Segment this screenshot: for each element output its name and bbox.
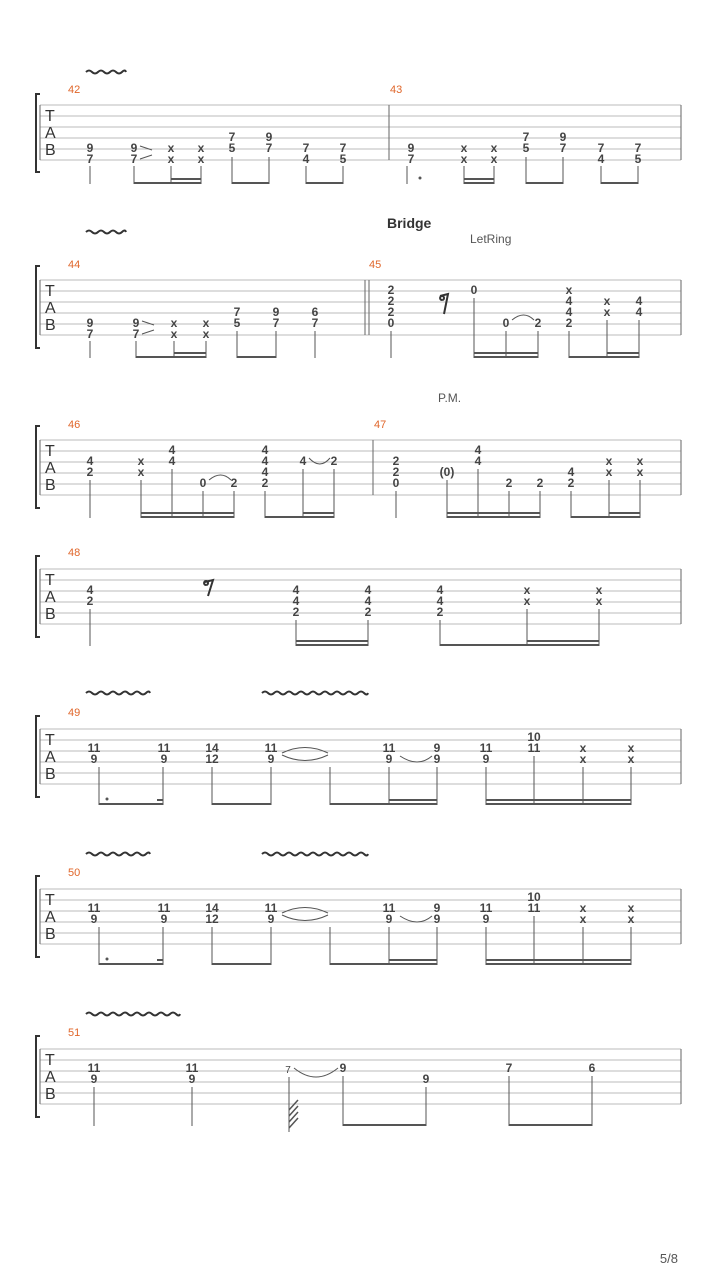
fret-number: 5	[339, 152, 347, 166]
fret-number: 11	[527, 901, 541, 915]
measure-number: 50	[68, 867, 81, 879]
fret-number: x	[490, 152, 498, 166]
fret-number: 2	[387, 283, 395, 297]
section-label: Bridge	[387, 215, 432, 231]
tab-clef-a: A	[45, 1069, 56, 1086]
fret-number: 9	[130, 141, 138, 155]
fret-number: x	[523, 583, 531, 597]
fret-number: 14	[205, 901, 219, 915]
fret-number: 7	[311, 316, 319, 330]
fret-number: (0)	[439, 465, 455, 479]
tab-clef-t: T	[45, 283, 55, 300]
fret-number: 11	[264, 901, 278, 915]
fret-number: x	[202, 327, 210, 341]
fret-number: 9	[267, 752, 275, 766]
fret-number: 9	[272, 305, 280, 319]
fret-number: 11	[157, 741, 171, 755]
tie-arc	[294, 1068, 338, 1077]
fret-number: 2	[387, 305, 395, 319]
measure-50	[88, 890, 635, 965]
page-number: 5/8	[659, 1251, 678, 1266]
measure-49	[88, 730, 635, 805]
fret-number: 4	[299, 454, 307, 468]
fret-number: 9	[90, 1072, 98, 1086]
fret-number: 11	[382, 901, 396, 915]
fret-number: 4	[261, 443, 269, 457]
fret-number: x	[137, 465, 145, 479]
rhythm-stems	[396, 469, 640, 518]
fret-number: 7	[339, 141, 347, 155]
fret-number: 4	[302, 152, 310, 166]
fret-number: x	[603, 294, 611, 308]
fret-number: 11	[479, 901, 493, 915]
fret-number: 5	[233, 316, 241, 330]
fret-number: 9	[482, 912, 490, 926]
fret-number: 2	[505, 476, 513, 490]
tab-clef-a: A	[45, 909, 56, 926]
fret-number: 4	[597, 152, 605, 166]
fret-number: 9	[160, 912, 168, 926]
fret-number: 11	[87, 741, 101, 755]
measure-number: 44	[68, 259, 81, 271]
fret-number: 9	[132, 316, 140, 330]
measure-number: 42	[68, 84, 81, 96]
fret-number: 7	[86, 327, 94, 341]
fret-number: 4	[292, 594, 300, 608]
fret-number: x	[579, 752, 587, 766]
tab-clef-b: B	[45, 926, 56, 943]
fret-number: x	[605, 454, 613, 468]
measure-number: 45	[369, 259, 382, 271]
rhythm-stems	[99, 756, 631, 805]
let-ring-label: LetRing	[470, 232, 512, 246]
fret-number: 11	[264, 741, 278, 755]
fret-number: 9	[160, 752, 168, 766]
fret-number: 9	[559, 130, 567, 144]
fret-number: x	[636, 465, 644, 479]
fret-number: 4	[261, 465, 269, 479]
rhythm-beams	[99, 799, 631, 805]
fret-number: 4	[292, 583, 300, 597]
tie-arc	[209, 475, 231, 480]
fret-number: 7	[130, 152, 138, 166]
fret-number: x	[603, 305, 611, 319]
fret-number: 7	[407, 152, 415, 166]
rhythm-stems	[99, 916, 631, 965]
fret-number: x	[595, 583, 603, 597]
fret-number: 4	[168, 454, 176, 468]
fret-number: 7	[233, 305, 241, 319]
fret-number: 0	[387, 316, 395, 330]
fret-number: 0	[502, 316, 510, 330]
fret-number: 2	[536, 476, 544, 490]
tab-clef-t: T	[45, 892, 55, 909]
tab-clef-t: T	[45, 108, 55, 125]
system-2	[36, 215, 681, 358]
fret-number: 0	[392, 476, 400, 490]
fret-number: 12	[205, 912, 219, 926]
fret-number: 4	[86, 454, 94, 468]
system-3	[36, 391, 681, 518]
system-bracket	[36, 876, 40, 957]
fret-number: 2	[392, 454, 400, 468]
dot	[106, 798, 109, 801]
tab-clef-b: B	[45, 477, 56, 494]
fret-number: 5	[228, 141, 236, 155]
fret-number: 4	[474, 454, 482, 468]
fret-number: 9	[407, 141, 415, 155]
fret-number: 11	[527, 741, 541, 755]
system-5	[36, 692, 681, 806]
rest-symbol	[440, 294, 448, 314]
fret-number: 7	[132, 327, 140, 341]
fret-number: 4	[635, 305, 643, 319]
staff-lines	[40, 569, 681, 624]
rest-symbol	[204, 580, 213, 596]
system-bracket	[36, 94, 40, 172]
vibrato-mark	[86, 692, 150, 695]
tie-arc	[512, 315, 534, 320]
fret-number: 9	[265, 130, 273, 144]
fret-number: 7	[597, 141, 605, 155]
rhythm-beams	[474, 352, 639, 358]
fret-number: 7	[522, 130, 530, 144]
tie-arc	[282, 908, 328, 921]
fret-number: x	[170, 316, 178, 330]
fret-number: 6	[311, 305, 319, 319]
fret-number: x	[636, 454, 644, 468]
measure-number: 47	[374, 419, 387, 431]
fret-number: 9	[422, 1072, 430, 1086]
fret-number: 2	[534, 316, 542, 330]
tab-clef-a: A	[45, 300, 56, 317]
fret-number: 2	[565, 316, 573, 330]
fret-number: 4	[261, 454, 269, 468]
slide-mark	[142, 321, 154, 334]
fret-number: 11	[382, 741, 396, 755]
fret-number: 4	[168, 443, 176, 457]
vibrato-mark	[86, 71, 126, 74]
fret-number: 9	[86, 316, 94, 330]
fret-number: 6	[588, 1061, 596, 1075]
fret-number: 9	[188, 1072, 196, 1086]
fret-number: 9	[482, 752, 490, 766]
system-bracket	[36, 266, 40, 348]
dot	[419, 177, 422, 180]
fret-number: 11	[157, 901, 171, 915]
fret-number: x	[627, 912, 635, 926]
fret-number: x	[565, 283, 573, 297]
fret-number: 9	[433, 901, 441, 915]
fret-number: 9	[90, 752, 98, 766]
fret-number: 9	[339, 1061, 347, 1075]
rhythm-beams	[134, 178, 343, 184]
measure-45	[388, 283, 643, 358]
rhythm-stems	[391, 298, 639, 358]
fret-number: 2	[86, 594, 94, 608]
fret-number: 4	[364, 583, 372, 597]
fret-number: 4	[565, 305, 573, 319]
tab-clef-t: T	[45, 732, 55, 749]
fret-number: 2	[392, 465, 400, 479]
vibrato-mark	[86, 231, 126, 234]
fret-number: 7	[559, 141, 567, 155]
fret-number: 4	[436, 594, 444, 608]
fret-number: 9	[86, 141, 94, 155]
system-bracket	[36, 556, 40, 637]
measure-number: 46	[68, 419, 81, 431]
measure-number: 49	[68, 707, 81, 719]
tab-clef-t: T	[45, 1052, 55, 1069]
system-bracket	[36, 716, 40, 797]
fret-number: 4	[565, 294, 573, 308]
tab-clef-a: A	[45, 460, 56, 477]
fret-number: 5	[522, 141, 530, 155]
rhythm-beams	[464, 178, 638, 184]
fret-number: x	[490, 141, 498, 155]
fret-number: 2	[292, 605, 300, 619]
measure-number: 51	[68, 1027, 81, 1039]
fret-number: x	[197, 152, 205, 166]
fret-number: 2	[364, 605, 372, 619]
tie-arc	[309, 458, 330, 464]
fret-number: 11	[87, 1061, 101, 1075]
tie-arc	[400, 916, 432, 922]
tab-clef-a: A	[45, 749, 56, 766]
tab-clef-b: B	[45, 142, 56, 159]
tab-clef-a: A	[45, 125, 56, 142]
fret-number: x	[167, 141, 175, 155]
fret-number: 9	[90, 912, 98, 926]
system-6	[36, 853, 681, 966]
tab-clef-t: T	[45, 443, 55, 460]
fret-number: x	[170, 327, 178, 341]
fret-number: x	[202, 316, 210, 330]
fret-number: 4	[364, 594, 372, 608]
fret-number: x	[579, 741, 587, 755]
system-7	[36, 1013, 681, 1133]
slide-mark	[140, 146, 152, 159]
system-1	[36, 71, 681, 185]
fret-number: x	[579, 912, 587, 926]
fret-number: x	[167, 152, 175, 166]
fret-number: 2	[261, 476, 269, 490]
vibrato-mark	[86, 1013, 180, 1016]
fret-number: x	[460, 152, 468, 166]
fret-number: x	[137, 454, 145, 468]
fret-number: x	[579, 901, 587, 915]
measure-46	[87, 443, 338, 518]
fret-number: 9	[267, 912, 275, 926]
fret-number: 2	[387, 294, 395, 308]
fret-number: 14	[205, 741, 219, 755]
system-4	[36, 547, 681, 646]
fret-number: 4	[474, 443, 482, 457]
fret-number: 11	[87, 901, 101, 915]
dot	[106, 958, 109, 961]
fret-number: 7	[272, 316, 280, 330]
fret-number: 7	[228, 130, 236, 144]
system-bracket	[36, 1036, 40, 1117]
measure-47	[393, 443, 644, 518]
fret-number: x	[627, 741, 635, 755]
fret-number: 4	[436, 583, 444, 597]
system-bracket	[36, 426, 40, 508]
measure-number: 43	[390, 84, 403, 96]
fret-number: 9	[385, 752, 393, 766]
measure-number: 48	[68, 547, 81, 559]
fret-number: x	[523, 594, 531, 608]
fret-number: 9	[433, 741, 441, 755]
fret-number: 7	[634, 141, 642, 155]
fret-number: 10	[527, 730, 541, 744]
fret-number: x	[197, 141, 205, 155]
tab-clef-b: B	[45, 317, 56, 334]
fret-number: 4	[567, 465, 575, 479]
fret-number: 9	[433, 752, 441, 766]
fret-number: x	[627, 752, 635, 766]
fret-number: 0	[199, 476, 207, 490]
fret-number: 4	[86, 583, 94, 597]
fret-number: 2	[330, 454, 338, 468]
tab-clef-b: B	[45, 766, 56, 783]
staff-lines	[40, 440, 681, 495]
palm-mute-label: P.M.	[438, 391, 462, 405]
fret-number: 10	[527, 890, 541, 904]
tab-clef-a: A	[45, 589, 56, 606]
vibrato-mark	[86, 853, 150, 856]
tie-arc	[400, 756, 432, 762]
rhythm-beams	[296, 640, 599, 646]
fret-number: 7	[86, 152, 94, 166]
tie-arc	[282, 748, 328, 761]
rhythm-stems	[90, 469, 334, 518]
fret-number: 2	[436, 605, 444, 619]
fret-number: x	[627, 901, 635, 915]
fret-number: 2	[86, 465, 94, 479]
rhythm-beams	[99, 959, 631, 965]
fret-number: x	[605, 465, 613, 479]
fret-number: 11	[479, 741, 493, 755]
rhythm-beams	[447, 512, 640, 518]
rhythm-beams	[343, 1124, 592, 1126]
grace-fret-number: 7	[285, 1065, 291, 1076]
fret-number: 7	[265, 141, 273, 155]
vibrato-mark	[262, 692, 368, 695]
tab-clef-b: B	[45, 606, 56, 623]
fret-number: 11	[185, 1061, 199, 1075]
fret-number: 5	[634, 152, 642, 166]
tab-clef-t: T	[45, 572, 55, 589]
fret-number: x	[460, 141, 468, 155]
measure-51	[88, 1061, 596, 1132]
fret-number: 7	[302, 141, 310, 155]
fret-number: 12	[205, 752, 219, 766]
fret-number: 2	[567, 476, 575, 490]
fret-number: 7	[505, 1061, 513, 1075]
rhythm-beams	[141, 512, 334, 518]
fret-number: x	[595, 594, 603, 608]
vibrato-mark	[262, 853, 368, 856]
fret-number: 9	[433, 912, 441, 926]
tab-clef-b: B	[45, 1086, 56, 1103]
fret-number: 2	[230, 476, 238, 490]
fret-number: 4	[635, 294, 643, 308]
staff-lines	[40, 1049, 681, 1104]
fret-number: 9	[385, 912, 393, 926]
fret-number: 0	[470, 283, 478, 297]
